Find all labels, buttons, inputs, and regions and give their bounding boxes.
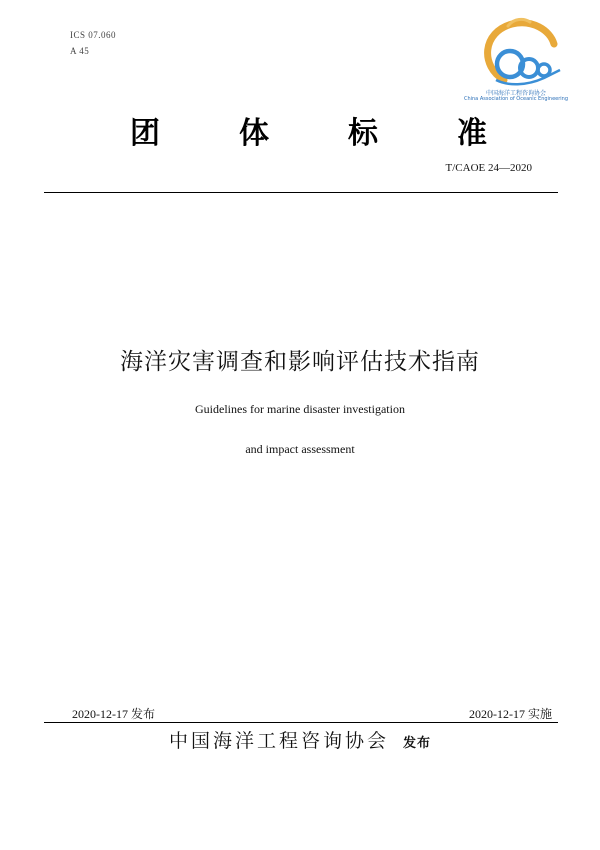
publish-date: 2020-12-17 发布 (72, 707, 155, 721)
document-title-cn: 海洋灾害调查和影响评估技术指南 (120, 349, 480, 375)
document-title-en-line2: and impact assessment (245, 442, 355, 456)
bottom-divider (44, 722, 558, 723)
logo-org-name-cn: 中国海洋工程咨询协会 (485, 90, 546, 97)
standard-type-char: 准 (457, 116, 487, 151)
standard-type-title (0, 108, 600, 151)
standard-type-char: 团 (130, 116, 160, 151)
standard-code: T/CAOE 24—2020 (445, 162, 532, 174)
ccs-code: A 45 (70, 46, 90, 56)
implement-date: 2020-12-17 实施 (469, 707, 552, 721)
top-divider (44, 192, 558, 193)
standard-type-char: 标 (348, 116, 378, 151)
publisher-suffix: 发布 (403, 736, 432, 751)
logo-org-name-en: China Association of Oceanic Engineering (463, 96, 569, 102)
document-title-en-line1: Guidelines for marine disaster investigation (195, 402, 405, 416)
publisher-name: 中国海洋工程咨询协会 (168, 730, 389, 752)
publisher (0, 726, 600, 753)
standard-type-char: 体 (239, 116, 269, 151)
ics-code: ICS 07.060 (70, 30, 117, 40)
